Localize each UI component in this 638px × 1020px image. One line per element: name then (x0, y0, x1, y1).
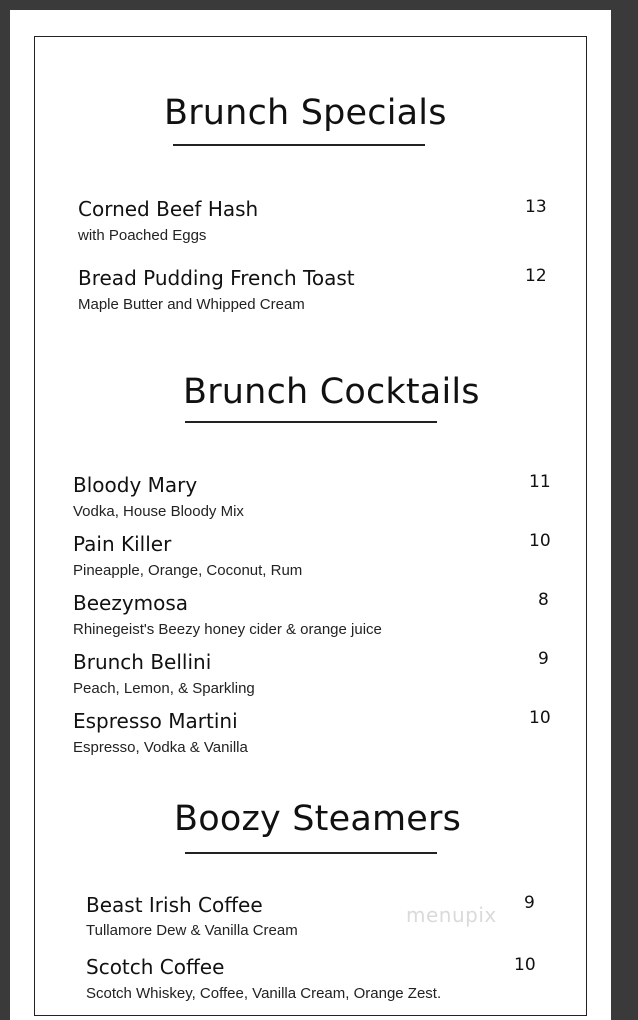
menu-item-name: Corned Beef Hash (78, 197, 259, 221)
menu-item-description: Scotch Whiskey, Coffee, Vanilla Cream, Orange Zest. (86, 985, 442, 1002)
menu-item-description: Espresso, Vodka & Vanilla (73, 739, 248, 756)
menu-item-price: 10 (529, 531, 551, 551)
menu-item-name: Brunch Bellini (73, 650, 212, 674)
menu-item-name: Bloody Mary (73, 473, 198, 497)
menu-item-name: Pain Killer (73, 532, 172, 556)
section-title-boozy-steamers: Boozy Steamers (174, 799, 462, 839)
section-divider (185, 852, 437, 854)
menu-item-price: 11 (529, 472, 551, 492)
menu-item-price: 8 (538, 590, 549, 610)
menu-item-price: 10 (529, 708, 551, 728)
section-divider (173, 144, 425, 146)
menu-item-description: Vodka, House Bloody Mix (73, 503, 244, 520)
watermark-logo: menupix (406, 903, 497, 927)
menu-item-price: 9 (538, 649, 549, 669)
menu-item-name: Beast Irish Coffee (86, 893, 263, 917)
menu-item-description: Peach, Lemon, & Sparkling (73, 680, 255, 697)
menu-item-price: 12 (525, 266, 547, 286)
menu-item-price: 13 (525, 197, 547, 217)
menu-item-name: Bread Pudding French Toast (78, 266, 355, 290)
menu-item-price: 9 (524, 893, 535, 913)
menu-border (34, 36, 587, 1016)
section-title-brunch-specials: Brunch Specials (164, 93, 447, 133)
menu-item-description: Rhinegeist's Beezy honey cider & orange juice (73, 621, 382, 638)
menu-item-name: Beezymosa (73, 591, 189, 615)
menu-item-description: Pineapple, Orange, Coconut, Rum (73, 562, 303, 579)
section-divider (185, 421, 437, 423)
menu-item-description: Maple Butter and Whipped Cream (78, 296, 305, 313)
section-title-brunch-cocktails: Brunch Cocktails (183, 372, 480, 412)
menu-item-name: Scotch Coffee (86, 955, 225, 979)
menu-item-description: with Poached Eggs (78, 227, 207, 244)
menu-item-price: 10 (514, 955, 536, 975)
menu-item-name: Espresso Martini (73, 709, 238, 733)
menu-item-description: Tullamore Dew & Vanilla Cream (86, 922, 298, 939)
